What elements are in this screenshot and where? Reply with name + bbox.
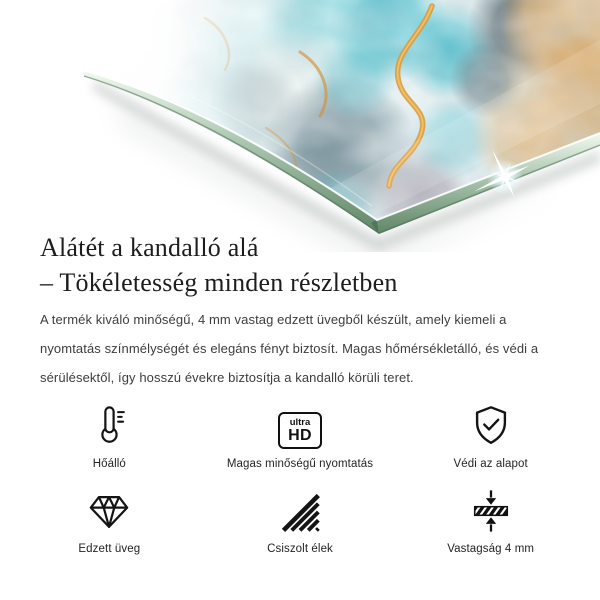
diamond-icon [86, 487, 132, 534]
feature-label: Hőálló [92, 458, 126, 470]
features-grid [14, 402, 586, 555]
feature-label: Magas minőségű nyomtatás [226, 458, 374, 470]
product-hero-image [0, 0, 600, 252]
polished-edges-icon [278, 487, 322, 534]
glass-panel-art [0, 0, 600, 252]
feature-polished-edges [205, 487, 396, 555]
feature-tempered-glass [14, 487, 205, 555]
page-title-line2: – Tökéletesség minden részletben [40, 268, 398, 297]
shield-check-icon [468, 402, 514, 449]
ultra-hd-badge-icon [278, 402, 322, 449]
feature-label: Csiszolt élek [267, 543, 333, 555]
ultra-hd-bottom-text: HD [288, 427, 312, 444]
feature-thickness [395, 487, 586, 555]
page-title [40, 230, 398, 300]
feature-heat-resistant [14, 402, 205, 470]
feature-label: Védi az alapot [453, 458, 528, 470]
feature-print-quality [205, 402, 396, 470]
page-title-line1: Alátét a kandalló alá [40, 233, 259, 262]
thermometer-icon [86, 402, 132, 449]
thickness-arrows-icon [468, 487, 514, 534]
feature-label: Edzett üveg [78, 543, 141, 555]
ultra-hd-top-text: ultra [289, 417, 311, 428]
feature-label: Vastagság 4 mm [447, 543, 535, 555]
product-description: A termék kiváló minőségű, 4 mm vastag edzett üvegből készült, amely kiemeli a nyomtatás színmélységét és elegáns fényt biztosít. Magas hőmérsékletálló, és védi a sérülésektől, így hosszú évekre biztosítja a kandalló körüli teret. [40, 312, 539, 385]
feature-protects-base [395, 402, 586, 470]
